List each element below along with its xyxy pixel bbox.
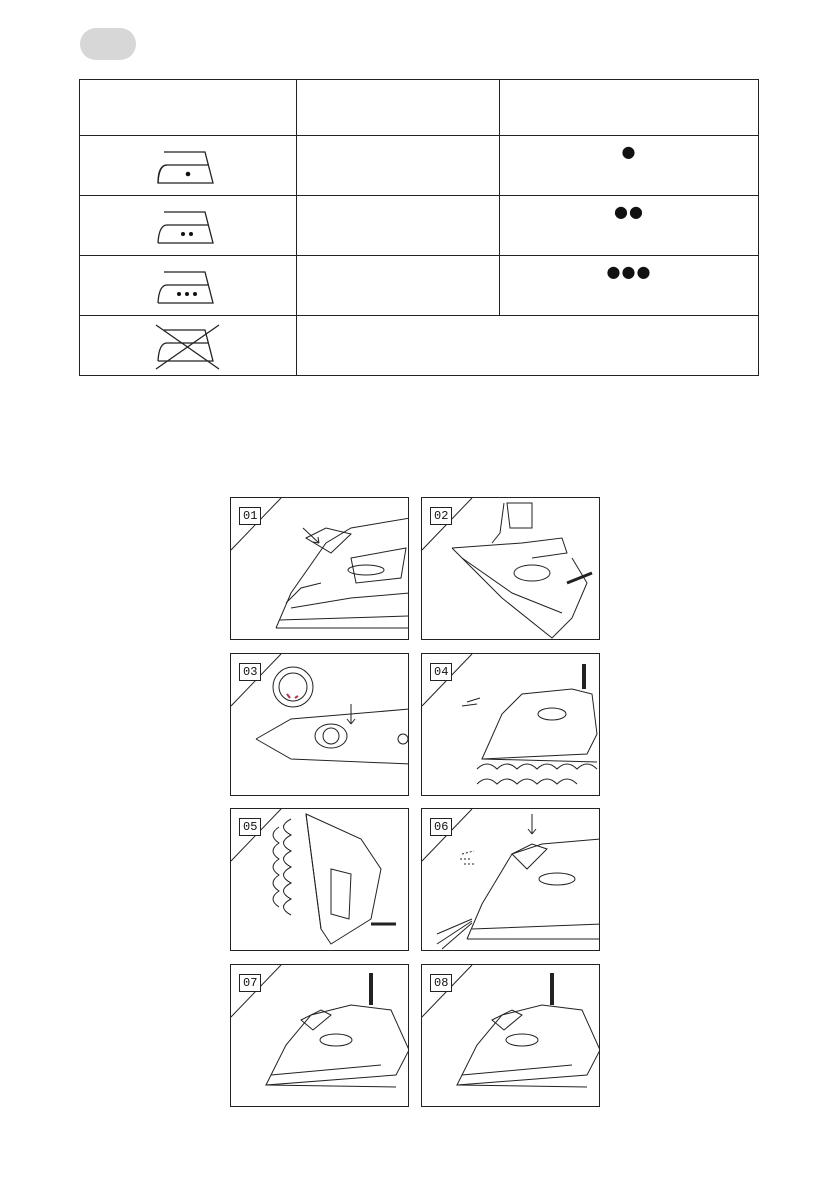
do-not-iron-icon [155, 321, 221, 371]
step-02 [421, 497, 600, 640]
step-number: 01 [239, 507, 261, 525]
step-01 [230, 497, 409, 640]
step-number: 07 [239, 974, 261, 992]
ironing-settings-table [79, 79, 759, 376]
iron-two-dots-icon [155, 203, 221, 249]
table-row [80, 196, 759, 256]
table-row [80, 136, 759, 196]
step-05 [230, 808, 409, 951]
header-cell [297, 80, 500, 136]
dots-label: ●● [614, 202, 644, 221]
step-number: 08 [430, 974, 452, 992]
table-row [80, 316, 759, 376]
step-07 [230, 964, 409, 1107]
setting-cell [297, 196, 500, 256]
iron-three-dots-icon [155, 263, 221, 309]
setting-cell [297, 136, 500, 196]
step-03 [230, 653, 409, 796]
step-number: 06 [430, 818, 452, 836]
setting-cell [297, 256, 500, 316]
header-cell [80, 80, 297, 136]
step-04 [421, 653, 600, 796]
step-number: 03 [239, 663, 261, 681]
step-08 [421, 964, 600, 1107]
iron-one-dot-icon [155, 143, 221, 189]
table-row [80, 256, 759, 316]
step-number: 02 [430, 507, 452, 525]
page-tab-pill [80, 28, 136, 60]
dots-label: ●●● [606, 262, 652, 281]
step-number: 05 [239, 818, 261, 836]
note-cell [297, 316, 759, 376]
header-cell [500, 80, 759, 136]
step-number: 04 [430, 663, 452, 681]
step-06 [421, 808, 600, 951]
table-header-row [80, 80, 759, 136]
dots-label: ● [621, 142, 637, 161]
